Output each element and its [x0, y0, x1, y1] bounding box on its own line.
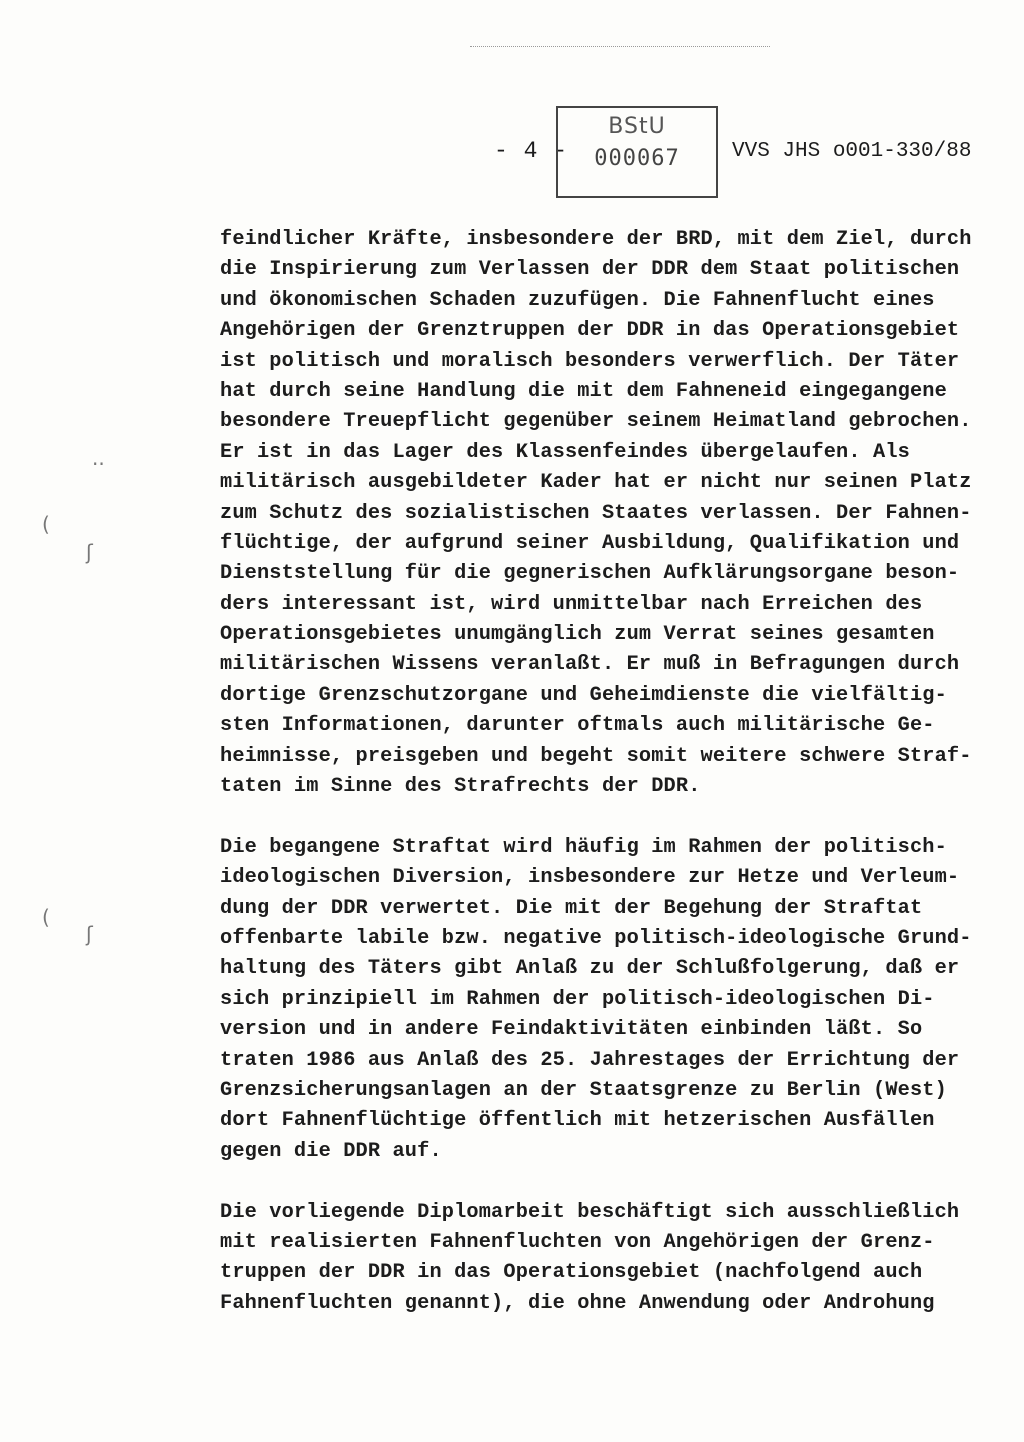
margin-bracket-mark: ( [42, 512, 50, 536]
text-line: ist politisch und moralisch besonders verwerflich. Der Täter [220, 349, 960, 373]
stamp-number: 000067 [594, 146, 680, 171]
page-number: - 4 - [494, 138, 569, 164]
stamp-organization: BStU [608, 114, 666, 139]
text-line: Die vorliegende Diplomarbeit beschäftigt sich ausschließlich [220, 1200, 960, 1224]
paragraph-3 [220, 1198, 980, 1320]
text-line: sich prinzipiell im Rahmen der politisch-ideologischen Di- [220, 987, 935, 1011]
text-line: offenbarte labile bzw. negative politisch-ideologische Grund- [220, 926, 972, 950]
text-line: Dienststellung für die gegnerischen Aufklärungsorgane beson- [220, 562, 960, 586]
text-line: und ökonomischen Schaden zuzufügen. Die Fahnenflucht eines [220, 288, 935, 312]
text-line: mit realisierten Fahnenfluchten von Angehörigen der Grenz- [220, 1230, 935, 1254]
text-line: taten im Sinne des Strafrechts der DDR. [220, 775, 701, 799]
text-line: dung der DDR verwertet. Die mit der Begehung der Straftat [220, 896, 923, 920]
text-line: haltung des Täters gibt Anlaß zu der Schlußfolgerung, daß er [220, 957, 960, 981]
margin-bracket-mark-2: ( [42, 905, 50, 929]
text-line: militärischen Wissens veranlaßt. Er muß in Befragungen durch [220, 653, 960, 677]
text-line: ideologischen Diversion, insbesondere zur Hetze und Verleum- [220, 866, 960, 890]
text-line: gegen die DDR auf. [220, 1139, 442, 1163]
text-line: zum Schutz des sozialistischen Staates verlassen. Der Fahnen- [220, 501, 972, 525]
text-line: heimnisse, preisgeben und begeht somit weitere schwere Straf- [220, 744, 972, 768]
text-line: die Inspirierung zum Verlassen der DDR dem Staat politischen [220, 258, 960, 282]
text-line: militärisch ausgebildeter Kader hat er nicht nur seinen Platz [220, 471, 972, 495]
text-line: hat durch seine Handlung die mit dem Fahneneid eingegangene [220, 379, 947, 403]
text-line: Grenzsicherungsanlagen an der Staatsgrenze zu Berlin (West) [220, 1078, 947, 1102]
text-line: version und in andere Feindaktivitäten einbinden läßt. So [220, 1018, 923, 1042]
paragraph-2 [220, 833, 980, 1167]
text-line: flüchtige, der aufgrund seiner Ausbildung, Qualifikation und [220, 531, 960, 555]
text-line: Angehörigen der Grenztruppen der DDR in das Operationsgebiet [220, 319, 960, 343]
text-line: truppen der DDR in das Operationsgebiet (nachfolgend auch [220, 1261, 923, 1285]
text-line: dortige Grenzschutzorgane und Geheimdienste die vielfältig- [220, 683, 947, 707]
text-line: dort Fahnenflüchtige öffentlich mit hetzerischen Ausfällen [220, 1109, 935, 1133]
paragraph-gap [220, 1167, 980, 1197]
text-line: ders interessant ist, wird unmittelbar nach Erreichen des [220, 592, 923, 616]
text-line: Er ist in das Lager des Klassenfeindes übergelaufen. Als [220, 440, 910, 464]
margin-dots-mark: ·· [92, 452, 105, 476]
document-reference: VVS JHS o001-330/88 [732, 140, 972, 163]
paragraph-gap [220, 802, 980, 832]
body-text [220, 225, 980, 1319]
archive-stamp [556, 106, 718, 198]
text-line: feindlicher Kräfte, insbesondere der BRD, mit dem Ziel, durch [220, 228, 972, 251]
text-line: Fahnenfluchten genannt), die ohne Anwendung oder Androhung [220, 1291, 935, 1315]
margin-hook-mark-2: ʃ [86, 922, 93, 946]
text-line: sten Informationen, darunter oftmals auch militärische Ge- [220, 714, 935, 738]
text-line: Die begangene Straftat wird häufig im Rahmen der politisch- [220, 835, 947, 859]
top-dotted-rule [470, 46, 770, 47]
text-line: traten 1986 aus Anlaß des 25. Jahrestages der Errichtung der [220, 1048, 960, 1072]
text-line: Operationsgebietes unumgänglich zum Verrat seines gesamten [220, 623, 935, 647]
text-line: besondere Treuepflicht gegenüber seinem Heimatland gebrochen. [220, 410, 972, 434]
margin-hook-mark: ʃ [86, 540, 93, 564]
paragraph-1 [220, 225, 980, 802]
